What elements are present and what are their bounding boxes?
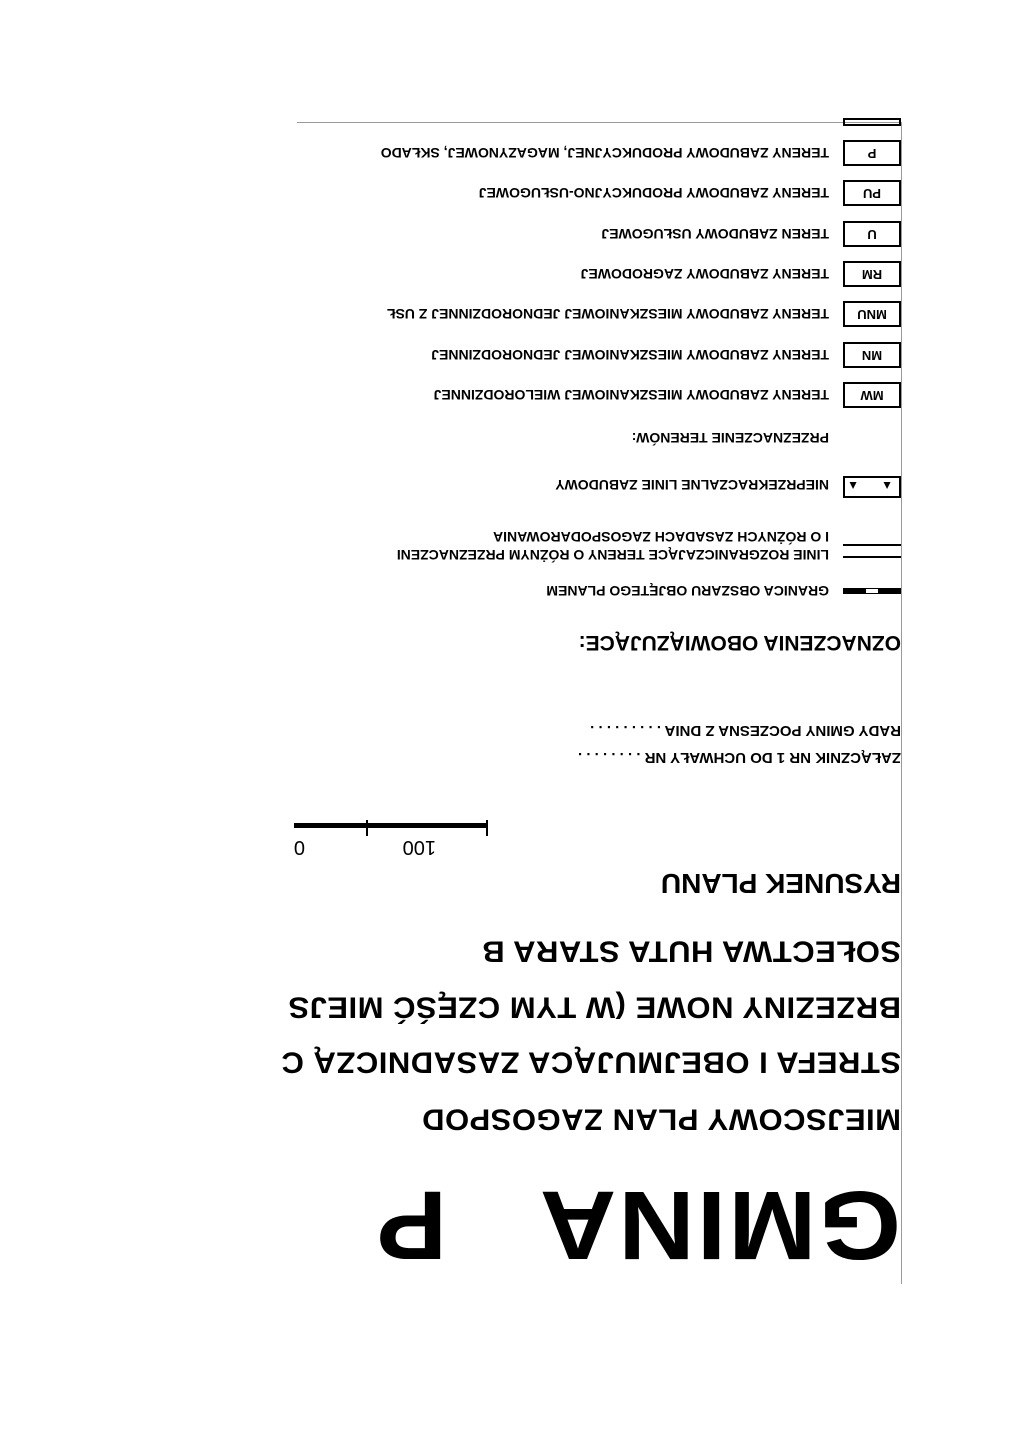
legend-text: NIEPRZEKRACZALNE LINIE ZABUDOWY: [555, 477, 829, 493]
scale-tick-0: [486, 820, 488, 836]
plan-title-line-4: SOŁECTWA HUTA STARA B: [481, 934, 901, 968]
legend-row-p: [297, 136, 901, 168]
legend-text: [397, 528, 829, 564]
code-box: RM: [843, 261, 901, 287]
legend-row-nieprzekraczalne: [297, 468, 901, 500]
scale-tick-100: [366, 820, 368, 836]
plan-title-line-1: MIEJSCOWY PLAN ZAGOSPOD: [421, 1102, 901, 1136]
scale-label-100: 100: [402, 836, 436, 858]
legend-row-mnu: [297, 297, 901, 329]
legend-text-line-1: LINIE ROZGRANICZAJĄCE TERENY O RÓŻNYM PRZEZNACZENI: [396, 547, 829, 563]
triangle-marker-icon: ▲: [881, 479, 893, 493]
legend-row-linie: [297, 524, 901, 566]
legend-row-pu: [297, 176, 901, 208]
triangle-marker-icon: ▲: [847, 479, 859, 493]
code-box: MW: [843, 382, 901, 408]
resolution-attachment-label: ZAŁĄCZNIK NR 1 DO UCHWAŁY NR . . . . . . . .: [577, 749, 901, 766]
building-line-symbol: [843, 476, 901, 498]
plan-title-line-2: STREFA I OBEJMUJĄCA ZASADNICZĄ C: [281, 1045, 901, 1079]
legend-row-mn: [297, 338, 901, 370]
legend-heading: OZNACZENIA OBOWIĄZUJĄCE:: [578, 631, 901, 654]
legend-text: TEREN ZABUDOWY USŁUGOWEJ: [601, 226, 829, 242]
code-box: MNU: [843, 301, 901, 327]
legend-row-mw: [297, 378, 901, 410]
legend-text: TERENY ZABUDOWY MIESZKANIOWEJ JEDNORODZINNEJ Z USŁ: [386, 306, 829, 322]
legend-text: TERENY ZABUDOWY MIESZKANIOWEJ JEDNORODZINNEJ: [431, 347, 829, 363]
resolution-council-label: RADY GMINY POCZESNA Z DNIA . . . . . . . . .: [590, 722, 901, 739]
legend-text: TERENY ZABUDOWY PRODUKCYJNEJ, MAGAZYNOWEJ, SKŁADO: [380, 145, 829, 161]
code-box: [843, 118, 901, 126]
legend-row-rm: [297, 257, 901, 289]
code-box: PU: [843, 180, 901, 206]
land-use-heading: PRZEZNACZENIE TERENÓW:: [631, 430, 829, 446]
legend-row-u: [297, 217, 901, 249]
legend-row-partial: [297, 96, 901, 128]
legend-text: TERENY ZABUDOWY ZAGRODOWEJ: [580, 266, 829, 282]
legend-text-line-2: I O RÓŻNYCH ZASADACH ZAGOSPODAROWANIA: [493, 529, 829, 545]
legend-text: TERENY ZABUDOWY MIESZKANIOWEJ WIELORODZINNEJ: [433, 387, 829, 403]
plan-frame: [281, 122, 902, 1284]
code-box: P: [843, 140, 901, 166]
legend-text: GRANICA OBSZARU OBJĘTEGO PLANEM: [546, 583, 829, 599]
division-line-symbol: [843, 544, 901, 558]
legend-row-granica: [297, 574, 901, 606]
scale-label-0: 0: [293, 836, 305, 858]
scale-bar: [288, 804, 488, 864]
legend-text: TERENY ZABUDOWY PRODUKCYJNO-USŁUGOWEJ: [478, 185, 829, 201]
plan-title-line-3: BRZEZINY NOWE (W TYM CZĘŚĆ MIEJS: [287, 990, 901, 1024]
code-box: U: [843, 221, 901, 247]
scale-bar-solid: [294, 823, 488, 828]
code-box: MN: [843, 342, 901, 368]
boundary-line-symbol: [843, 588, 901, 594]
drawing-title: RYSUNEK PLANU: [660, 868, 901, 899]
gmina-title: GMINA P: [374, 1170, 901, 1280]
